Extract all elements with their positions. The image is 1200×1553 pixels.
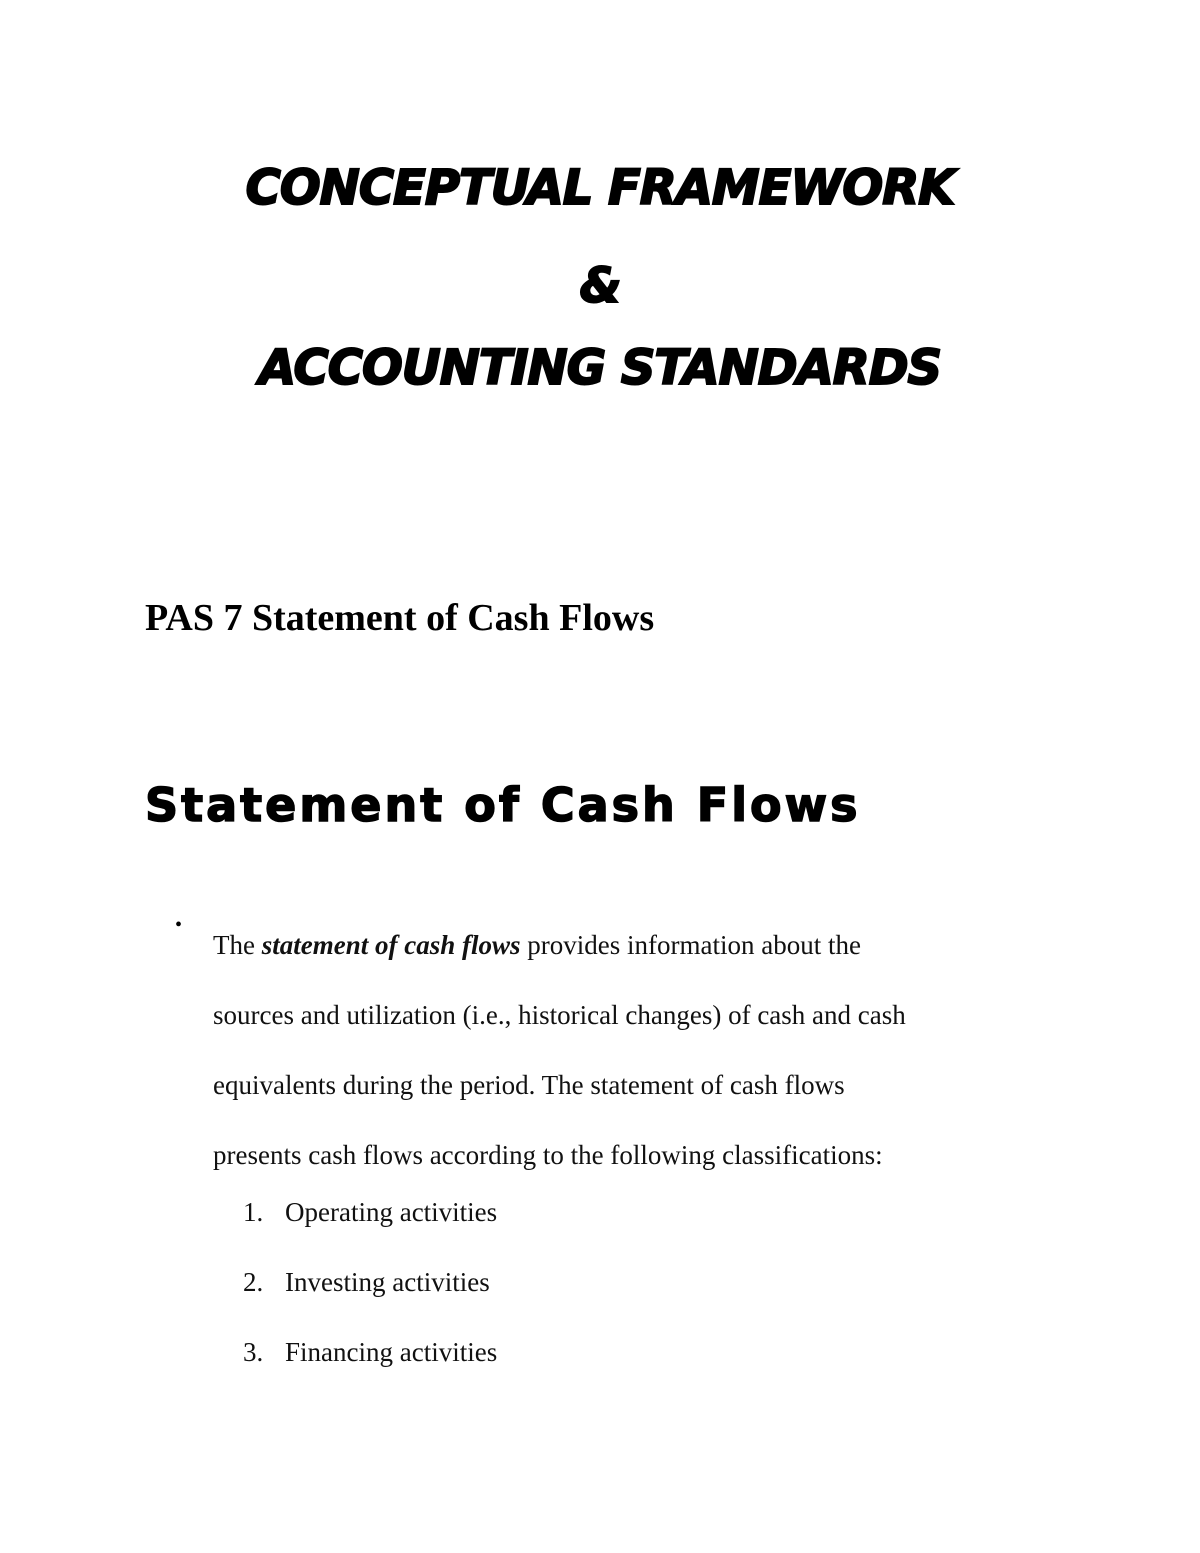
paragraph-line-1-prefix: The bbox=[213, 930, 262, 960]
emphasized-term: statement of cash flows bbox=[261, 930, 521, 960]
paragraph-line-4: presents cash flows according to the following classifications: bbox=[213, 1140, 883, 1170]
list-item bbox=[243, 1330, 497, 1400]
subtitle: PAS 7 Statement of Cash Flows bbox=[145, 597, 655, 639]
paragraph-line-3: equivalents during the period. The statement of cash flows bbox=[213, 1070, 845, 1100]
main-title-line-3: ACCOUNTING STANDARDS bbox=[258, 340, 942, 396]
list-item bbox=[243, 1260, 497, 1330]
paragraph-line-1 bbox=[213, 910, 1073, 980]
list-item-label: Financing activities bbox=[285, 1337, 498, 1367]
list-item-number: 1. bbox=[243, 1197, 264, 1227]
paragraph-line-2: sources and utilization (i.e., historical changes) of cash and cash bbox=[213, 1000, 906, 1030]
list-item-label: Investing activities bbox=[285, 1267, 490, 1297]
main-title-ampersand: & bbox=[579, 258, 621, 314]
list-item bbox=[243, 1190, 497, 1260]
paragraph-line-1-suffix: provides information about the bbox=[520, 930, 861, 960]
definition-paragraph bbox=[213, 910, 1073, 1190]
list-item-number: 3. bbox=[243, 1337, 264, 1367]
bullet-marker: • bbox=[175, 914, 183, 936]
list-item-number: 2. bbox=[243, 1267, 264, 1297]
section-heading: Statement of Cash Flows bbox=[145, 778, 861, 832]
classification-list bbox=[243, 1190, 497, 1400]
main-title-line-1: CONCEPTUAL FRAMEWORK bbox=[245, 160, 955, 216]
list-item-label: Operating activities bbox=[285, 1197, 498, 1227]
